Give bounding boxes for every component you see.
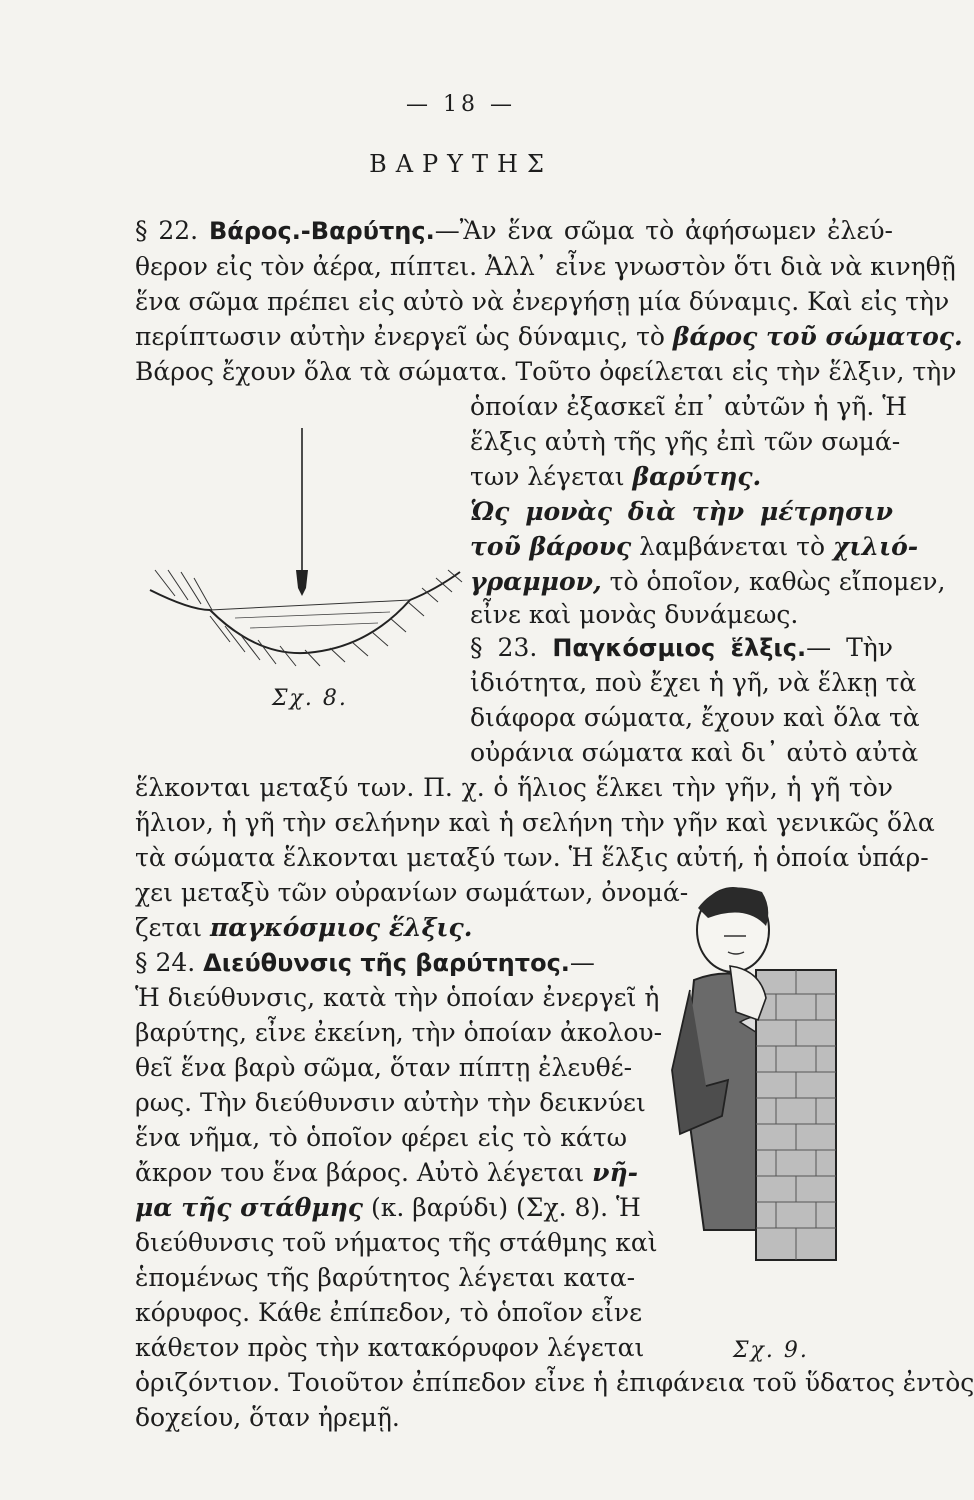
text-run: ἕνα νῆμα, τὸ ὁποῖον φέρει εἰς τὸ κάτω [135, 1123, 627, 1152]
text-run: βαρύτης, εἶνε ἐκείνη, τὴν ὁποίαν ἀκολου- [135, 1018, 663, 1047]
text-run: § 22. [135, 216, 210, 245]
text-run: ἕλξις αὐτὴ τῆς γῆς ἐπὶ τῶν σωμά- [470, 427, 901, 456]
text-run: κάθετον πρὸς τὴν κατακόρυφον λέγεται [135, 1333, 645, 1362]
s22-line-6 [470, 392, 908, 422]
text-run: χει μεταξὺ τῶν οὐρανίων σωμάτων, ὀνομά- [135, 878, 689, 907]
s24-line-14 [135, 1403, 893, 1433]
text-run: βαρύτης. [632, 462, 762, 491]
s24-line-8 [135, 1193, 641, 1223]
text-run: ἕνα σῶμα πρέπει εἰς αὐτὸ νὰ ἐνεργήσῃ μία δύναμις. Καὶ εἰς τὴν [135, 287, 950, 316]
text-run: χιλιό- [832, 532, 919, 561]
text-run: διεύθυνσις τοῦ νήματος τῆς στάθμης καὶ [135, 1228, 658, 1257]
s23-line-8 [135, 878, 689, 908]
text-run: Παγκόσμιος ἕλξις. [552, 634, 807, 662]
text-run: ρως. Τὴν διεύθυνσιν αὐτὴν τὴν δεικνύει [135, 1088, 646, 1117]
text-run: (κ. βαρύδι) (Σχ. 8). Ἡ [363, 1193, 641, 1222]
page-title: ΒΑΡΥΤΗΣ [369, 150, 553, 178]
text-run: ὁποίαν ἐξασκεῖ ἐπ᾽ αὐτῶν ἡ γῆ. Ἡ [470, 392, 908, 421]
text-run: παγκόσμιος ἕλξις. [209, 913, 473, 942]
s22-line-8 [470, 462, 893, 492]
page-number: — 18 — [406, 92, 516, 117]
text-run: τὰ σώματα ἕλκονται μεταξύ των. Ἡ ἕλξις αὐτή, ἡ ὁποία ὑπάρ- [135, 843, 929, 872]
text-run: § 24. [135, 948, 204, 977]
text-run: — [569, 948, 595, 977]
s24-line-13 [135, 1368, 974, 1398]
s23-line-9 [135, 913, 627, 943]
text-run: Βάρος ἔχουν ὅλα τὰ σώματα. Τοῦτο ὀφείλεται εἰς τὴν ἕλξιν, τὴν [135, 357, 957, 386]
s24-line-4 [135, 1053, 633, 1083]
s24-line-6 [135, 1123, 627, 1153]
s22-line-7 [470, 427, 901, 457]
text-run: § 23. [470, 633, 553, 662]
text-run: εἶνε καὶ μονὰς δυνάμεως. [470, 600, 799, 629]
s24-line-7 [135, 1158, 638, 1188]
s22-line-1 [135, 216, 893, 246]
text-run: ἑπομένως τῆς βαρύτητος λέγεται κατα- [135, 1263, 636, 1292]
s22-line-9 [470, 497, 893, 527]
text-run: Ὡς μονὰς διὰ τὴν μέτρησιν [470, 497, 893, 526]
text-run: μα τῆς στάθμης [135, 1193, 364, 1222]
text-run: — Τὴν [806, 633, 893, 662]
text-run: γραμμον, [470, 567, 602, 596]
s24-line-9 [135, 1228, 658, 1258]
text-run: λαμβάνεται τὸ [631, 532, 833, 561]
figure-8-plumb-line-illustration [140, 420, 470, 670]
s23-line-2 [470, 668, 917, 698]
text-run: θεῖ ἕνα βαρὺ σῶμα, ὅταν πίπτῃ ἐλευθέ- [135, 1053, 633, 1082]
text-run: οὐράνια σώματα καὶ δι᾽ αὐτὸ αὐτὰ [470, 738, 919, 767]
s24-line-2 [135, 983, 660, 1013]
s22-line-12 [470, 600, 893, 630]
text-run: των λέγεται [470, 462, 633, 491]
text-run: κόρυφος. Κάθε ἐπίπεδον, τὸ ὁποῖον εἶνε [135, 1298, 643, 1327]
text-run: ζεται [135, 913, 210, 942]
text-run: νῆ- [592, 1158, 638, 1187]
s22-line-5 [135, 357, 957, 387]
s23-line-6 [135, 808, 935, 838]
s22-line-3 [135, 287, 950, 317]
text-run: Ἡ διεύθυνσις, κατὰ τὴν ὁποίαν ἐνεργεῖ ἡ [135, 983, 660, 1012]
s23-line-3 [470, 703, 920, 733]
s24-line-10 [135, 1263, 636, 1293]
text-run: Διεύθυνσις τῆς βαρύτητος. [203, 949, 570, 977]
text-run: Βάρος.-Βαρύτης. [209, 217, 435, 245]
s24-line-1 [135, 948, 627, 978]
s24-line-5 [135, 1088, 646, 1118]
text-run: τοῦ βάρους [470, 532, 632, 561]
text-run: βάρος τοῦ σώματος. [672, 322, 963, 351]
s22-line-10 [470, 532, 919, 562]
text-run: —Ἂν ἕνα σῶμα τὸ ἀφήσωμεν ἐλεύ- [434, 216, 893, 245]
s24-line-3 [135, 1018, 663, 1048]
s23-line-5 [135, 773, 893, 803]
figure-9-caption: Σχ. 9. [733, 1338, 809, 1363]
figure-8-caption: Σχ. 8. [272, 686, 348, 711]
text-run: διάφορα σώματα, ἔχουν καὶ ὅλα τὰ [470, 703, 920, 732]
text-run: ἕλκονται μεταξύ των. Π. χ. ὁ ἥλιος ἕλκει τὴν γῆν, ἡ γῆ τὸν [135, 773, 893, 802]
text-run: περίπτωσιν αὐτὴν ἐνεργεῖ ὡς δύναμις, τὸ [135, 322, 673, 351]
text-run: δοχείου, ὅταν ἠρεμῇ. [135, 1403, 400, 1432]
s22-line-4 [135, 322, 963, 352]
text-run: θερον εἰς τὸν ἀέρα, πίπτει. Ἀλλ᾽ εἶνε γνωστὸν ὅτι διὰ νὰ κινηθῇ [135, 252, 956, 281]
s22-line-11 [470, 567, 946, 597]
figure-9-man-with-plumb-line-illustration [650, 870, 900, 1320]
text-run: ὁριζόντιον. Τοιοῦτον ἐπίπεδον εἶνε ἡ ἐπιφάνεια τοῦ ὕδατος ἐντὸς [135, 1368, 974, 1397]
s24-line-12 [135, 1333, 645, 1363]
text-run: ἰδιότητα, ποὺ ἔχει ἡ γῆ, νὰ ἕλκῃ τὰ [470, 668, 917, 697]
s22-line-2 [135, 252, 956, 282]
s23-line-4 [470, 738, 919, 768]
s23-line-7 [135, 843, 929, 873]
text-run: τὸ ὁποῖον, καθὼς εἴπομεν, [601, 567, 946, 596]
s23-line-1 [470, 633, 893, 663]
text-run: ἄκρον του ἕνα βάρος. Αὐτὸ λέγεται [135, 1158, 593, 1187]
s24-line-11 [135, 1298, 643, 1328]
text-run: ἥλιον, ἡ γῆ τὴν σελήνην καὶ ἡ σελήνη τὴν γῆν καὶ γενικῶς ὅλα [135, 808, 935, 837]
